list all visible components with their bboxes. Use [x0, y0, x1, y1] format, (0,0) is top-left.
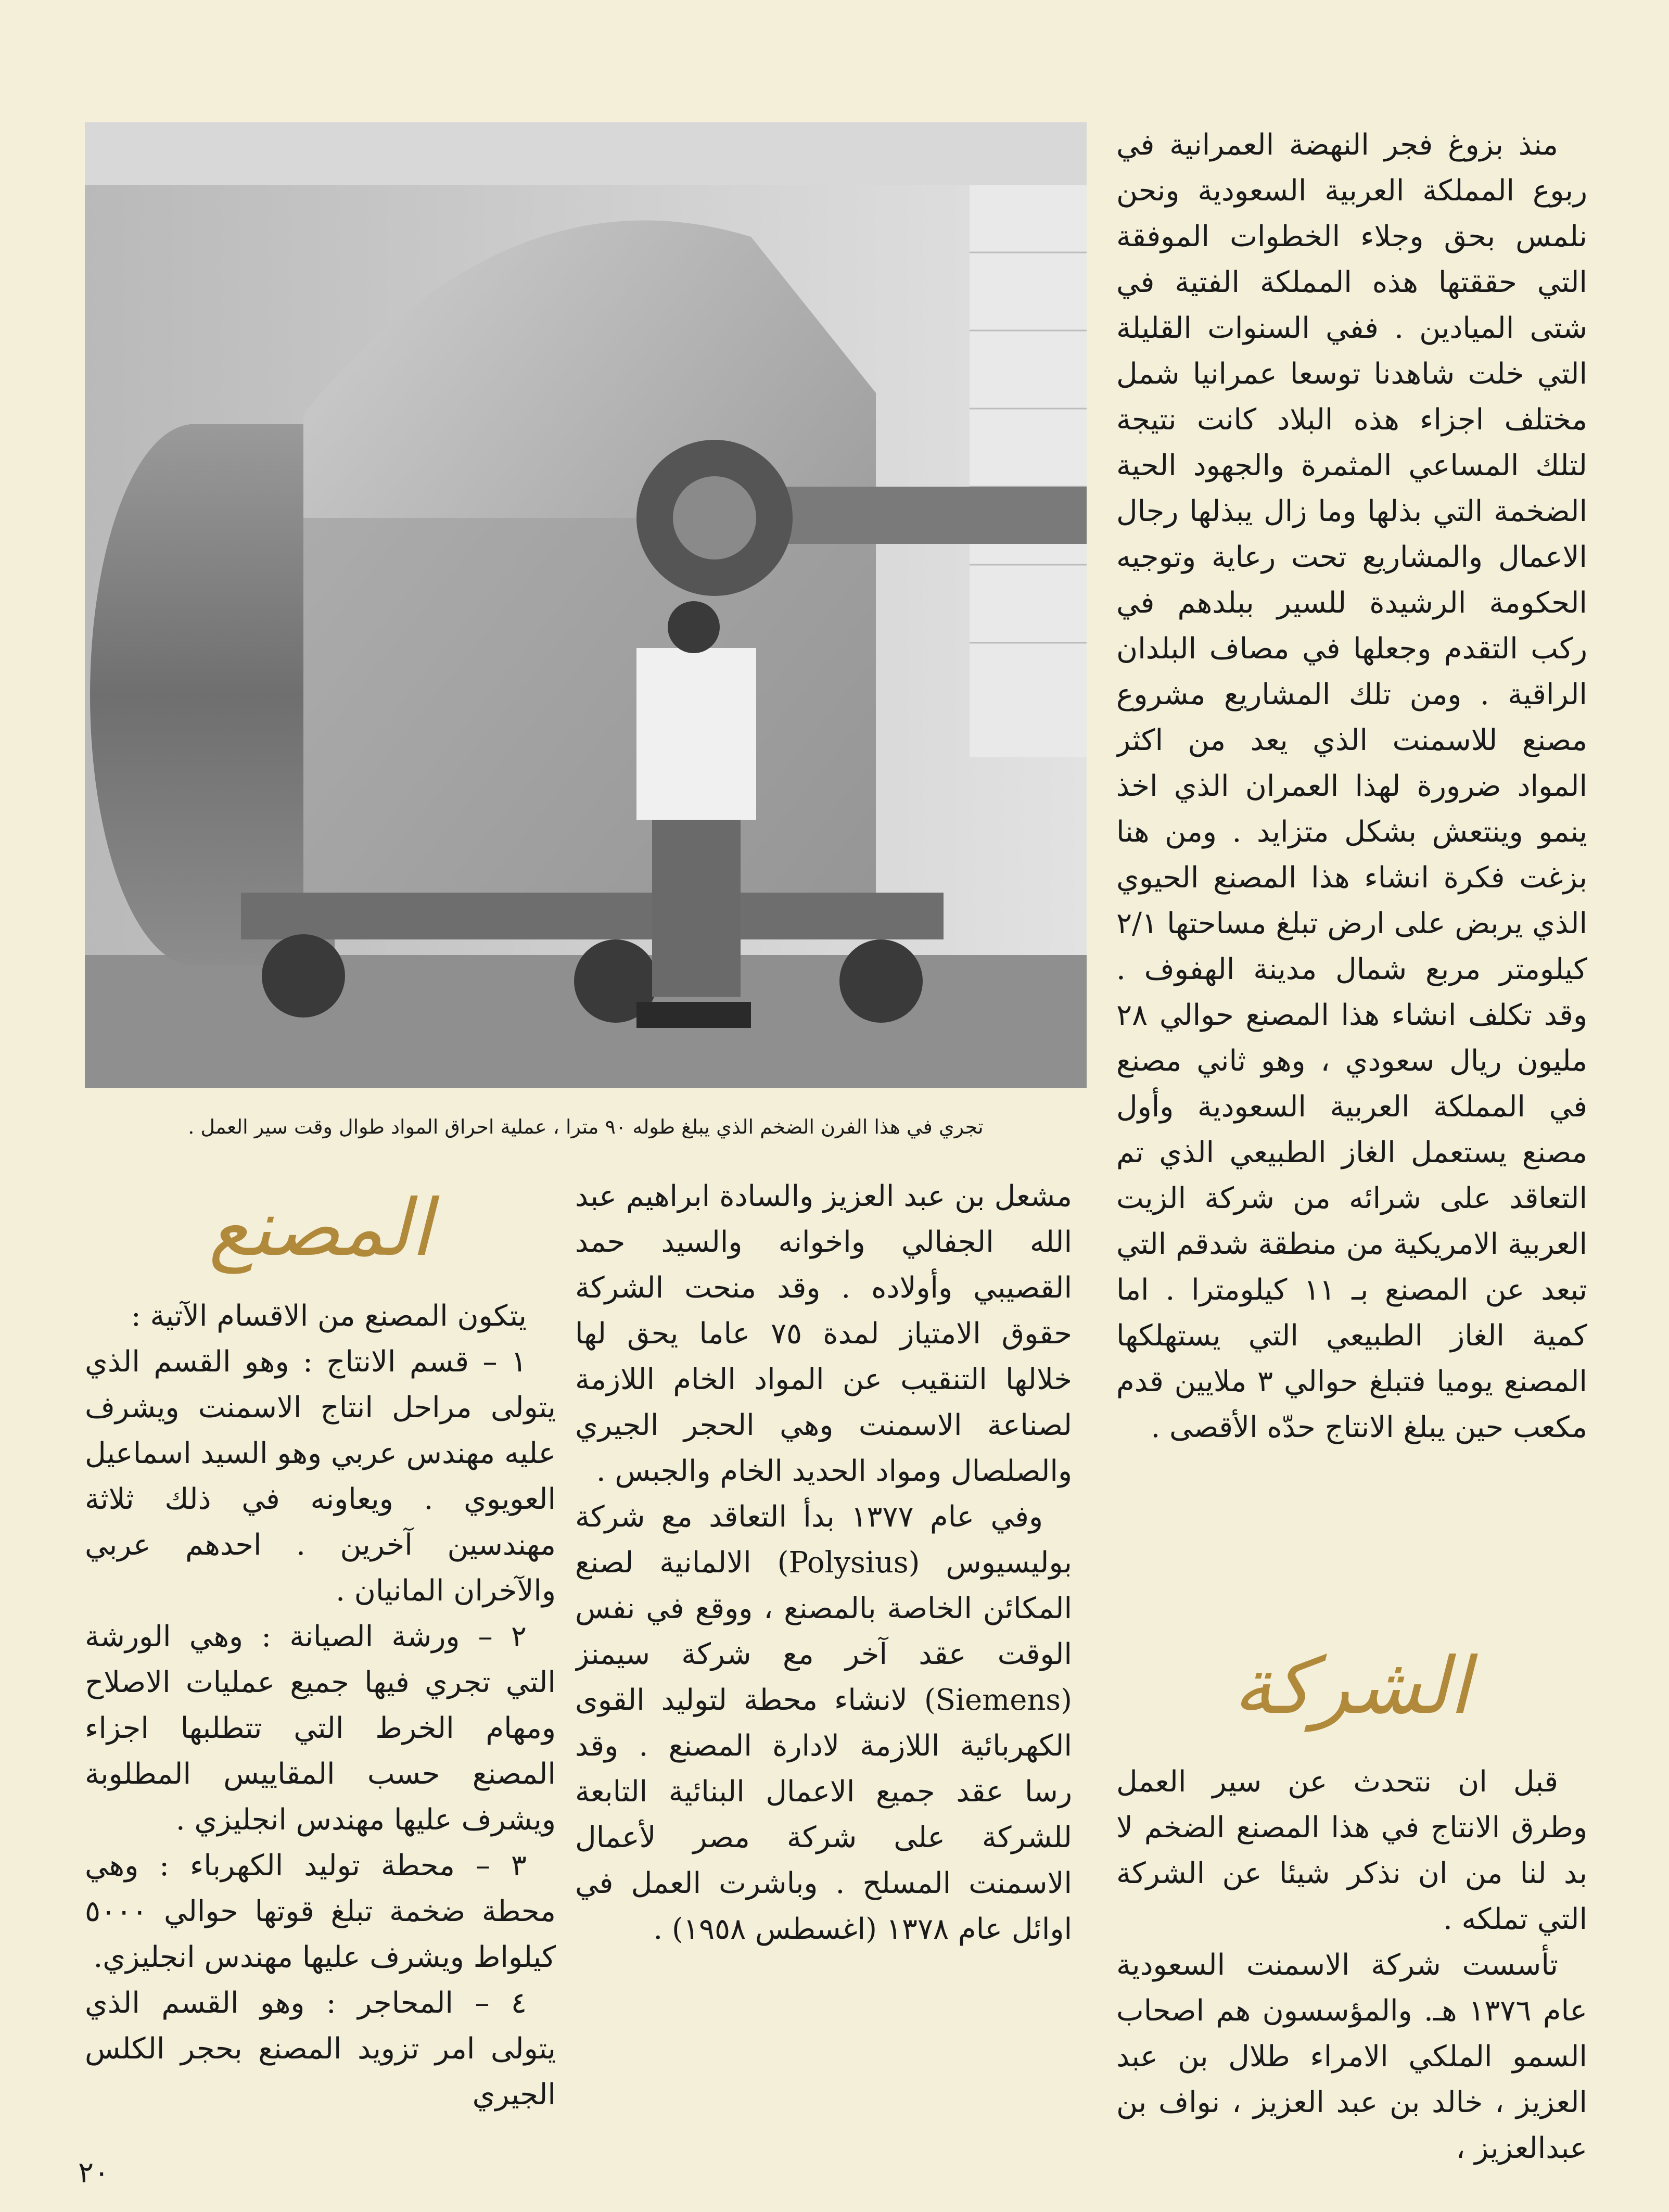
photo-caption: تجري في هذا الفرن الضخم الذي يبلغ طوله ٩٠ مترا ، عملية احراق المواد طوال وقت سير العمل .	[188, 1115, 984, 1138]
middle-column	[575, 1174, 1072, 2163]
company-paragraph-1: قبل ان نتحدث عن سير العمل وطرق الانتاج في هذا المصنع الضخم لا بد لنا من ان نذكر شيئا عن الشركة التي تملكه .	[1116, 1765, 1587, 1936]
factory-item-3: ٣ – محطة توليد الكهرباء : وهي محطة ضخمة تبلغ قوتها حوالي ٥٠٠٠ كيلواط ويشرف عليها مهندس انجليزي.	[85, 1849, 556, 1974]
kiln-photo-icon	[85, 122, 1087, 1088]
factory-column	[85, 1293, 556, 2168]
factory-item-1: ١ – قسم الانتاج : وهو القسم الذي يتولى مراحل انتاج الاسمنت ويشرف عليه مهندس عربي وهو السيد اسماعيل العويوي . ويعاونه في ذلك ثلاثة مهندسين آخرين . احدهم عربي والآخران المانيان .	[85, 1345, 556, 1608]
factory-item-2: ٢ – ورشة الصيانة : وهي الورشة التي تجري فيها جميع عمليات الاصلاح ومهام الخرط التي تتطلبها اجزاء المصنع حسب المقاييس المطلوبة ويشرف عليها مهندس انجليزي .	[85, 1620, 556, 1837]
page-number: ٢٠	[78, 2156, 110, 2190]
company-column	[1116, 1759, 1587, 2165]
factory-heading: المصنع	[208, 1183, 432, 1274]
factory-item-4: ٤ – المحاجر : وهو القسم الذي يتولى امر تزويد المصنع بحجر الكلس الجيري	[85, 1986, 556, 2112]
company-paragraph-2: تأسست شركة الاسمنت السعودية عام ١٣٧٦ هـ. والمؤسسون هم اصحاب السمو الملكي الامراء طلال بن عبد العزيز ، خالد بن عبد العزيز ، نواف بن عبدالعزيز ،	[1116, 1948, 1587, 2165]
intro-paragraph: منذ بزوغ فجر النهضة العمرانية في ربوع المملكة العربية السعودية ونحن نلمس بحق وجلاء الخطوات الموفقة التي حققتها هذه المملكة الفتية في شتى الميادين . ففي السنوات القليلة التي خلت شاهدنا توسعا عمرانيا شمل مختلف اجزاء هذه البلاد كانت نتيجة لتلك المساعي المثمرة والجهود الحية الضخمة التي بذلها وما زال يبذلها رجال الاعمال والمشاريع تحت رعاية وتوجيه الحكومة الرشيدة للسير ببلدهم في ركب التقدم وجعلها في مصاف البلدان الراقية . ومن تلك المشاريع مشروع مصنع للاسمنت الذي يعد من اكثر المواد ضرورة لهذا العمران الذي اخذ ينمو وينتعش بشكل متزايد . ومن هنا بزغت فكرة انشاء هذا المصنع الحيوي الذي يربض على ارض تبلغ مساحتها ٢/١ كيلومتر مربع شمال مدينة الهفوف . وقد تكلف انشاء هذا المصنع حوالي ٢٨ مليون ريال سعودي ، وهو ثاني مصنع في المملكة العربية السعودية وأول مصنع يستعمل الغاز الطبيعي الذي تم التعاقد على شرائه من شركة الزيت العربية الامريكية من منطقة شدقم التي تبعد عن المصنع بـ ١١ كيلومترا . اما كمية الغاز الطبيعي التي يستهلكها المصنع يوميا فتبلغ حوالي ٣ ملايين قدم مكعب حين يبلغ الانتاج حدّه الأقصى .	[1116, 128, 1587, 1444]
middle-paragraph-1: مشعل بن عبد العزيز والسادة ابراهيم عبد الله الجفالي واخوانه والسيد حمد القصيبي وأولاده . وقد منحت الشركة حقوق الامتياز لمدة ٧٥ عاما يحق لها خلالها التنقيب عن المواد الخام اللازمة لصناعة الاسمنت وهي الحجر الجيري والصلصال ومواد الحديد الخام والجبس .	[575, 1179, 1072, 1488]
company-heading: الشركة	[1233, 1641, 1471, 1732]
middle-paragraph-2: وفي عام ١٣٧٧ بدأ التعاقد مع شركة بوليسيوس (Polysius) الالمانية لصنع المكائن الخاصة بالمصنع ، ووقع في نفس الوقت عقد آخر مع شركة سيمنز (Siemens) لانشاء محطة لتوليد القوى الكهربائية اللازمة لادارة المصنع . وقد رسا عقد جميع الاعمال البنائية التابعة للشركة على شركة مصر لأعمال الاسمنت المسلح . وباشرت العمل في اوائل عام ١٣٧٨ (اغسطس ١٩٥٨) .	[575, 1500, 1072, 1946]
factory-intro: يتكون المصنع من الاقسام الآتية :	[131, 1299, 527, 1333]
intro-column	[1116, 122, 1587, 1486]
kiln-photo	[85, 122, 1087, 1088]
